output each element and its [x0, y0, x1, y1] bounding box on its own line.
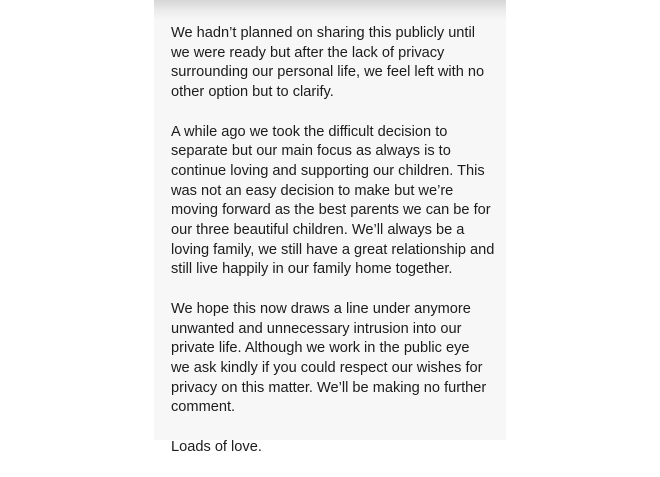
- statement-paragraph-1: We hadn’t planned on sharing this publicly until we were ready but after the lack of privacy surrounding our personal life, we feel left with no other option but to clarify.: [171, 25, 485, 101]
- statement-paragraph-3: We hope this now draws a line under anymore unwanted and unnecessary intrusion into our private life. Although we work in the public eye we ask kindly if you could respect our wishes for privacy on this matter. We’ll be making no further comment.: [171, 300, 487, 416]
- statement-sign-off: Loads of love.: [171, 438, 262, 455]
- statement-text: [171, 24, 501, 477]
- top-shadow-strip: [154, 0, 506, 20]
- statement-paragraph-2: A while ago we took the difficult decision to separate but our main focus as always is to continue loving and supporting our children. This was not an easy decision to make but we’re moving forward as the best parents we can be for our three beautiful children. We’ll always be a loving family, we still have a great relationship and still live happily in our family home together.: [171, 123, 495, 278]
